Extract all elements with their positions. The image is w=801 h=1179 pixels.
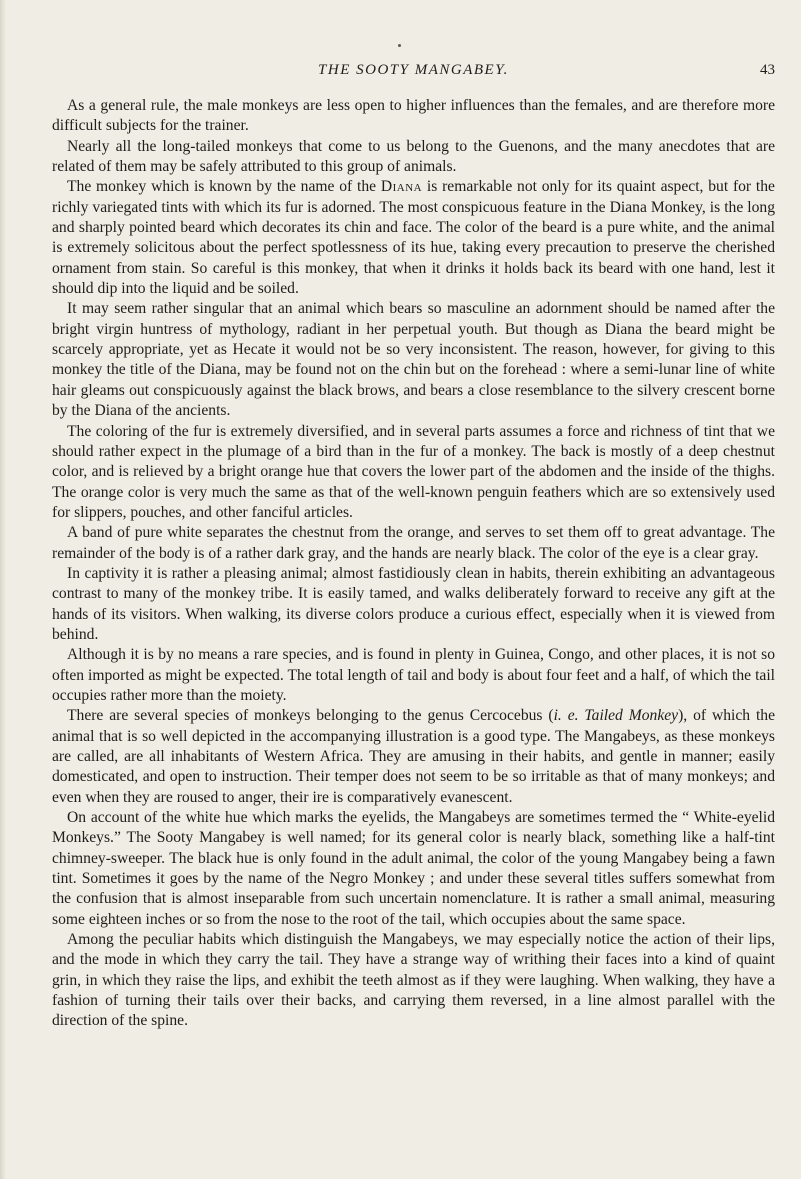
page-number: 43: [760, 62, 775, 78]
paragraph-3-rest: is remarkable not only for its quaint aspect, but for the richly variegated tints with which its fur is adorned. The most conspicuous feature in the Diana Monkey, is the long and sharply pointed beard which decorates its chin and face. The color of the beard is a pure white, and the animal is extremely solicitous about the perfect spotlessness of its hue, taking every precaution to preserve the cherished ornament from stain. So careful is this monkey, that when it drinks it holds back its beard with one hand, lest it should dip into the liquid and be soiled.: [52, 178, 775, 298]
paragraph-3: [52, 177, 775, 299]
paragraph-4: It may seem rather singular that an animal which bears so masculine an adornment should be named after the bright virgin huntress of mythology, radiant in her perpetual youth. But though as Diana the beard might be scarcely appropriate, yet as Hecate it would not be so very inconsistent. The reason, however, for giving to this monkey the title of the Diana, may be found not on the chin but on the forehead : where a semi-lunar line of white hair gleams out conspicuously against the black brows, and bears a close resemblance to the silvery crescent borne by the Diana of the ancients.: [52, 300, 775, 420]
diana-small-caps: Diana: [380, 178, 423, 196]
paragraph-2: Nearly all the long-tailed monkeys that come to us belong to the Guenons, and the many anecdotes that are related of them may be safely attributed to this group of animals.: [52, 137, 775, 176]
paragraph-9-start: There are several species of monkeys belonging to the genus Cercocebus (: [67, 707, 554, 725]
page-edge: [0, 0, 6, 1179]
body-text: [52, 96, 775, 1032]
paragraph-3-start: The monkey which is known by the name of the: [67, 178, 381, 196]
page-header: [52, 62, 775, 84]
paragraph-1: As a general rule, the male monkeys are less open to higher influences than the females, and are therefore more difficult subjects for the trainer.: [52, 97, 775, 135]
paragraph-5: The coloring of the fur is extremely diversified, and in several parts assumes a force and richness of tint that we should rather expect in the plumage of a bird than in the fur of a monkey. The back is mostly of a deep chestnut color, and is relieved by a bright orange hue that covers the lower part of the abdomen and the inside of the thighs. The orange color is very much the same as that of the well-known penguin feathers which are so extensively used for slippers, pouches, and other fanciful articles.: [52, 422, 775, 521]
running-title: THE SOOTY MANGABEY.: [318, 62, 509, 78]
paragraph-6: A band of pure white separates the chestnut from the orange, and serves to set them off to great advantage. The remainder of the body is of a rather dark gray, and the hands are nearly black. The color of the eye is a clear gray.: [52, 524, 775, 562]
paragraph-10: On account of the white hue which marks the eyelids, the Mangabeys are sometimes termed the “ White-eyelid Monkeys.” The Sooty Mangabey is well named; for its general color is nearly black, something like a half-tint chimney-sweeper. The black hue is only found in the adult animal, the color of the young Mangabey being a fawn tint. Sometimes it goes by the name of the Negro Monkey ; and under these several titles suffers somewhat from the confusion that is almost inseparable from such uncertain nomenclature. It is rather a small animal, measuring some eighteen inches or so from the nose to the root of the tail, which occupies about the same space.: [52, 809, 775, 928]
paragraph-9: [52, 706, 775, 808]
paragraph-7: In captivity it is rather a pleasing animal; almost fastidiously clean in habits, therein exhibiting an advantageous contrast to many of the monkey tribe. It is easily tamed, and walks deliberately forward to receive any gift at the hands of its visitors. When walking, its diverse colors produce a curious effect, especially when it is viewed from behind.: [52, 564, 775, 643]
paragraph-8: Although it is by no means a rare species, and is found in plenty in Guinea, Congo, and other places, it is not so often imported as might be expected. The total length of tail and body is about four feet and a half, of which the tail occupies rather more than the moiety.: [52, 646, 775, 704]
print-speck: [398, 44, 401, 47]
paragraph-11: Among the peculiar habits which distinguish the Mangabeys, we may especially notice the action of their lips, and the mode in which they carry the tail. They have a strange way of writhing their faces into a kind of quaint grin, in which they raise the lips, and exhibit the teeth almost as if they were laughing. When walking, they have a fashion of turning their tails over their backs, and carrying them reversed, in a line almost parallel with the direction of the spine.: [52, 931, 775, 1030]
paragraph-9-rest: ), of which the animal that is so well depicted in the accompanying illustration is a good type. The Mangabeys, as these monkeys are called, are all inhabitants of Western Africa. They are amusing in their habits, and gentle in manner; easily domesticated, and open to instruction. Their temper does not seem to be so irritable as that of many monkeys; and even when they are roused to anger, their ire is comparatively evanescent.: [52, 707, 776, 806]
tailed-monkey-italic: i. e. Tailed Monkey: [553, 707, 679, 725]
